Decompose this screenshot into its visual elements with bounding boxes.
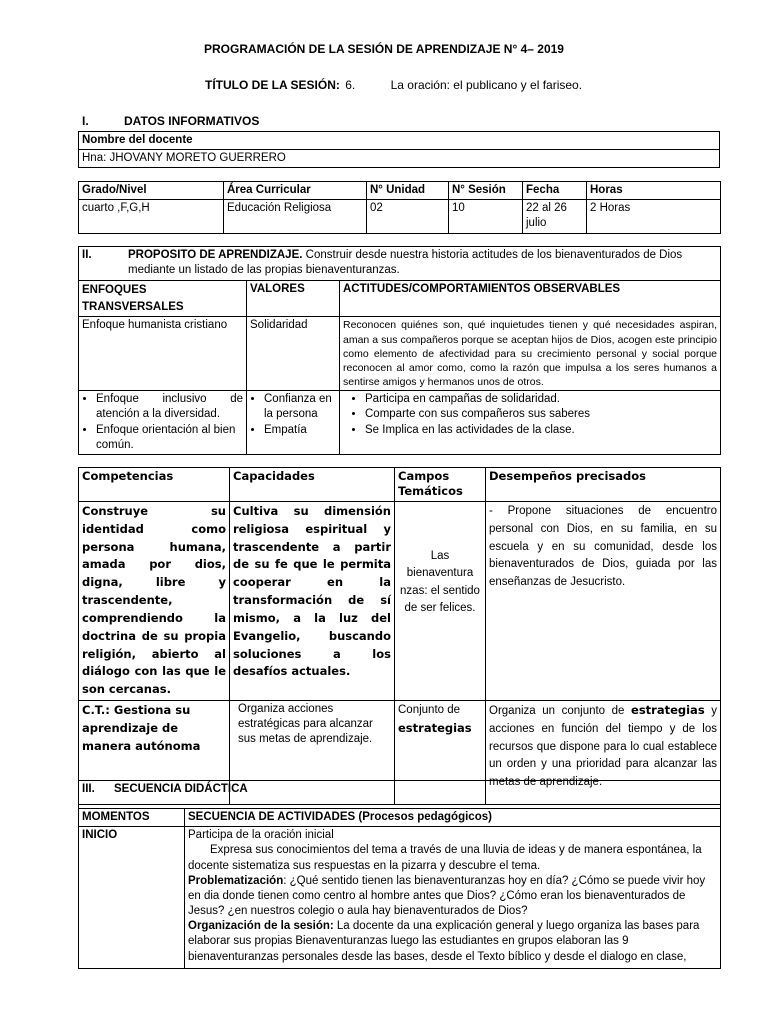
problematizacion xyxy=(188,874,717,920)
section-2-number: II. xyxy=(82,249,92,261)
org-text: La docente da una explicación general y luego organiza las bases para elaborar sus propias Bienaventuranzas luego las estudiantes en grupos elaboran las 9 bienaventuranzas personales desde las bases, desde el Texto bíblico y desde el dialogo en clase, xyxy=(188,920,700,963)
section-3-heading xyxy=(79,781,721,809)
capacidad-ct: Organiza acciones estratégicas para alcanzar sus metas de aprendizaje. xyxy=(230,700,395,804)
header-grado: Grado/Nivel xyxy=(79,182,224,200)
header-secuencia: SECUENCIA DE ACTIVIDADES (Procesos pedagógicos) xyxy=(185,809,721,827)
value-unidad: 02 xyxy=(367,200,449,234)
enfoques-list-cell xyxy=(79,391,247,455)
competencias-table xyxy=(78,467,721,805)
header-competencias: Competencias xyxy=(79,468,230,502)
header-valores: VALORES xyxy=(247,281,340,317)
actitud-item: • Comparte con sus compañeros sus saberes xyxy=(365,407,717,422)
session-label: TÍTULO DE LA SESIÓN: xyxy=(205,78,340,92)
header-actitudes: ACTITUDES/COMPORTAMIENTOS OBSERVABLES xyxy=(340,281,721,317)
enfoque-humanista: Enfoque humanista cristiano xyxy=(79,317,247,391)
header-unidad: N° Unidad xyxy=(367,182,449,200)
header-momentos: MOMENTOS xyxy=(79,809,185,827)
actitud-text: Reconocen quiénes son, qué inquietudes tienen y qué necesidades aspiran, aman a sus compañeros porque se aceptan hijos de Dios, acogen este principio como elemento de afectividad para su crecimiento personal y social porque reconocen al amor como, como la razón que impulsa a los seres humanos a sentirse amigos y hermanos unos de otros. xyxy=(340,317,721,391)
campo-ct-b: estrategias xyxy=(398,720,472,735)
info-table xyxy=(78,181,721,234)
value-horas: 2 Horas xyxy=(587,200,721,234)
teacher-label: Nombre del docente xyxy=(79,132,720,150)
teacher-name: Hna: JHOVANY MORETO GUERRERO xyxy=(79,150,720,168)
org-label: Organización de la sesión: xyxy=(188,920,334,933)
enfoque-item: • Enfoque inclusivo de atención a la diversidad. xyxy=(96,392,243,422)
purpose-text: Construir desde nuestra historia actitudes de los bienaventurados de Dios mediante un listado de las propias bienaventuranzas. xyxy=(128,249,683,277)
inicio-line2: Expresa sus conocimientos del tema a través de una lluvia de ideas y de manera espontánea, la docente sistematiza sus respuestas en la pizarra y descubre el tema. xyxy=(188,844,702,872)
header-campos: Campos Temáticos xyxy=(395,468,486,502)
secuencia-table xyxy=(78,780,721,969)
desempeno-ct-a: Organiza un conjunto de xyxy=(489,704,625,717)
valor-item: • Confianza en la persona xyxy=(264,392,336,422)
section-3-title: SECUENCIA DIDÁCTICA xyxy=(113,783,248,795)
header-capacidades: Capacidades xyxy=(230,468,395,502)
valor-item: • Empatía xyxy=(264,423,336,438)
valores-list-cell xyxy=(247,391,340,455)
header-fecha: Fecha xyxy=(523,182,587,200)
purpose-row xyxy=(79,247,721,281)
section-1-title: DATOS INFORMATIVOS xyxy=(124,114,260,128)
session-title-line xyxy=(205,78,582,94)
header-area: Área Curricular xyxy=(224,182,367,200)
header-horas: Horas xyxy=(587,182,721,200)
session-number: 6. xyxy=(345,78,356,92)
section-3-number: III. xyxy=(82,783,95,795)
momento-inicio: INICIO xyxy=(79,827,185,969)
header-desempenos: Desempeños precisados xyxy=(486,468,721,502)
purpose-table xyxy=(78,246,721,455)
problem-label: Problematización xyxy=(188,874,284,887)
session-title: La oración: el publicano y el fariseo. xyxy=(390,78,583,92)
actitud-item: • Se Implica en las actividades de la clase. xyxy=(365,423,717,438)
inicio-content xyxy=(185,827,721,969)
campo-ct-a: Conjunto de xyxy=(398,703,461,716)
teacher-table xyxy=(78,131,720,168)
value-area: Educación Religiosa xyxy=(224,200,367,234)
desempeno-ct-b: estrategias xyxy=(631,702,705,717)
desempeno-ct-c: y acciones en función del tiempo y de los recursos que dispone para lo cual establece un orden y una prioridad para alcanzar las metas de aprendizaje. xyxy=(489,704,717,789)
section-1-heading xyxy=(82,114,259,130)
value-fecha: 22 al 26 julio xyxy=(523,200,587,234)
inicio-line2-wrap xyxy=(188,843,717,873)
inicio-line1: Participa de la oración inicial xyxy=(188,829,334,842)
enfoque-item: • Enfoque orientación al bien común. xyxy=(96,423,243,453)
section-2-title: PROPOSITO DE APRENDIZAJE. xyxy=(128,249,303,261)
valor-solidaridad: Solidaridad xyxy=(247,317,340,391)
actitudes-list-cell xyxy=(340,391,721,455)
competencia-text: Construye su identidad como persona humana, amada por dios, digna, libre y trascendente, comprendiendo la doctrina de su propia religión, abierto al diálogo con las que le son cercanas. xyxy=(79,502,230,701)
organizacion xyxy=(188,919,717,965)
capacidad-text: Cultiva su dimensión religiosa espiritual y trascendente a partir de su fe que le permita cooperar en la transformación de sí mismo, a la luz del Evangelio, buscando soluciones a los desafíos actuales. xyxy=(230,502,395,701)
header-sesion: N° Sesión xyxy=(449,182,523,200)
problem-text: : ¿Qué sentido tienen las bienaventuranzas hoy en día? ¿Cómo se puede vivir hoy en dia donde tienen como centro al hombre antes que Dios? ¿Cómo eran los bienaventurados de Jesus? ¿en nuestros colegio o aula hay bienaventurados de Dios? xyxy=(188,874,706,918)
desempeno-text: - Propone situaciones de encuentro personal con Dios, en su familia, en su escuela y en su comunidad, desde los bienaventurados de Dios, guiada por las enseñanzas de Jesucristo. xyxy=(486,502,721,701)
header-enfoques: ENFOQUES TRANSVERSALES xyxy=(79,281,247,317)
value-grado: cuarto ,F,G,H xyxy=(79,200,224,234)
document-title: PROGRAMACIÓN DE LA SESIÓN DE APRENDIZAJE N° 4– 2019 xyxy=(204,42,564,56)
actitud-item: • Participa en campañas de solidaridad. xyxy=(365,392,717,407)
value-sesion: 10 xyxy=(449,200,523,234)
section-1-number: I. xyxy=(82,114,89,128)
campo-text: Las bienaventura nzas: el sentido de ser felices. xyxy=(395,502,486,701)
competencia-ct: C.T.: Gestiona su aprendizaje de manera autónoma xyxy=(79,700,230,804)
